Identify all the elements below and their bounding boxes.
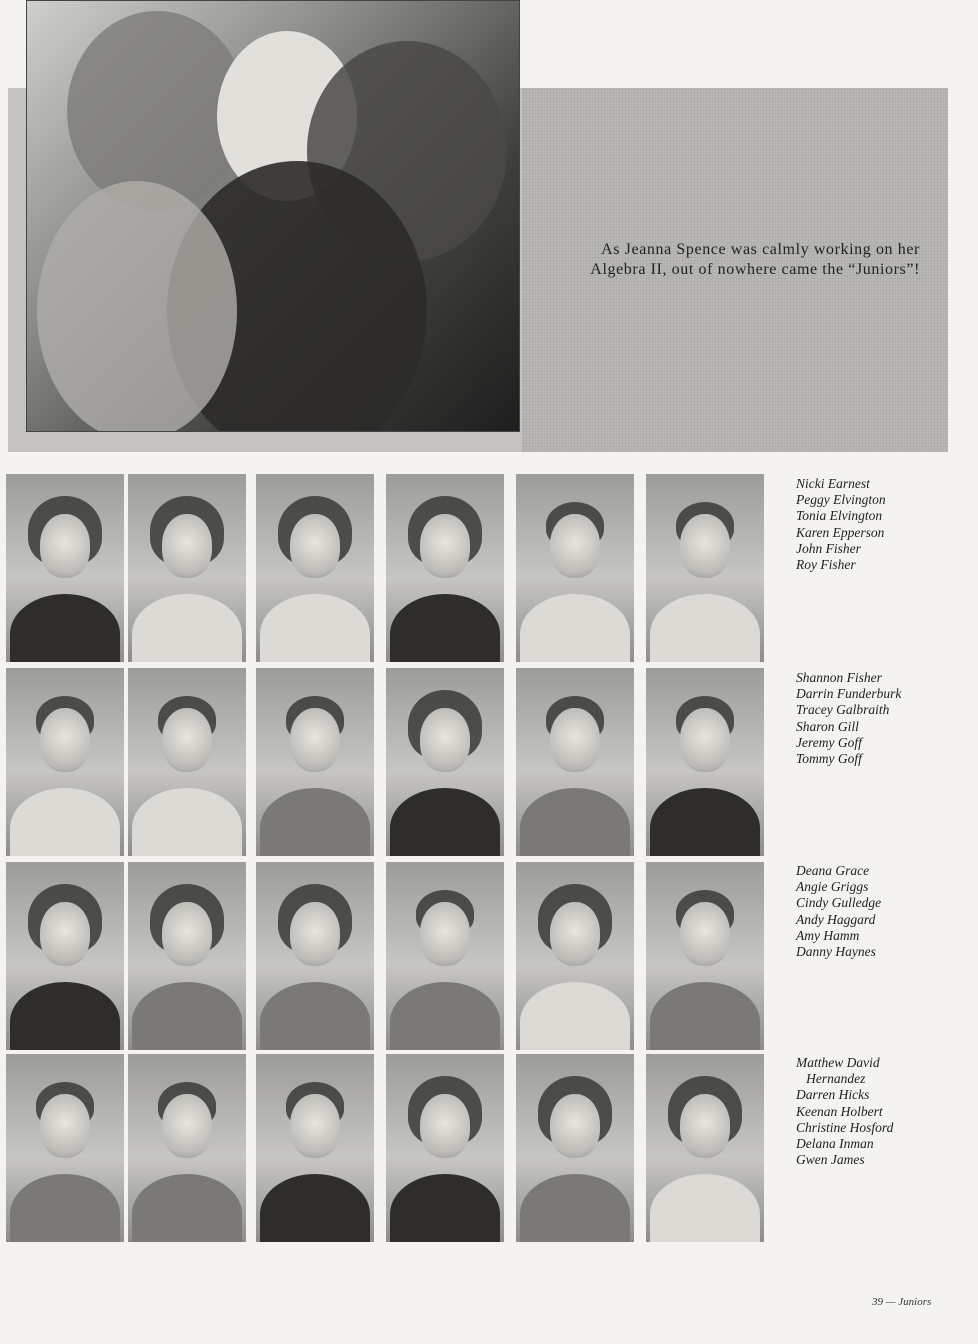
student-name: Danny Haynes <box>796 944 876 960</box>
portrait-head <box>40 514 90 578</box>
student-portrait <box>6 668 124 856</box>
student-name: Sharon Gill <box>796 718 859 734</box>
student-name: Tonia Elvington <box>796 508 883 524</box>
portrait-head <box>162 708 212 772</box>
portrait-head <box>40 902 90 966</box>
student-name: Hernandez <box>796 1071 866 1087</box>
photo-caption <box>540 240 920 280</box>
portrait-shoulders <box>520 594 630 662</box>
student-name: Deana Grace <box>796 863 870 878</box>
student-portrait <box>6 1054 124 1242</box>
student-name: Roy Fisher <box>796 557 856 573</box>
student-portrait <box>128 862 246 1050</box>
student-portrait <box>256 862 374 1050</box>
portrait-head <box>420 708 470 772</box>
portrait-head <box>290 708 340 772</box>
student-name: Jeremy Goff <box>796 734 862 750</box>
student-name: Darrin Funderburk <box>796 686 902 702</box>
portrait-head <box>420 1094 470 1158</box>
portrait-shoulders <box>650 982 760 1050</box>
portrait-head <box>40 708 90 772</box>
student-portrait <box>646 862 764 1050</box>
portrait-shoulders <box>132 788 242 856</box>
student-name: Nicki Earnest <box>796 476 870 491</box>
portrait-shoulders <box>650 788 760 856</box>
student-portrait <box>128 1054 246 1242</box>
student-portrait <box>516 1054 634 1242</box>
student-portrait <box>256 474 374 662</box>
student-portrait <box>386 862 504 1050</box>
portrait-head <box>290 902 340 966</box>
student-name: Delana Inman <box>796 1136 874 1152</box>
name-list-row-1 <box>796 476 976 573</box>
student-name: Tommy Goff <box>796 751 862 767</box>
portrait-head <box>162 902 212 966</box>
portrait-shoulders <box>260 594 370 662</box>
portrait-head <box>550 1094 600 1158</box>
portrait-shoulders <box>390 788 500 856</box>
student-name: Keenan Holbert <box>796 1103 883 1119</box>
portrait-shoulders <box>132 982 242 1050</box>
student-portrait <box>646 474 764 662</box>
portrait-shoulders <box>390 594 500 662</box>
student-name: Gwen James <box>796 1152 865 1168</box>
student-portrait <box>386 668 504 856</box>
portrait-head <box>550 514 600 578</box>
portrait-shoulders <box>520 1174 630 1242</box>
portrait-shoulders <box>390 1174 500 1242</box>
caption-line-1: As Jeanna Spence was calmly working on her <box>601 241 920 258</box>
portrait-shoulders <box>260 1174 370 1242</box>
portrait-shoulders <box>132 594 242 662</box>
student-portrait <box>516 474 634 662</box>
portrait-shoulders <box>132 1174 242 1242</box>
portrait-head <box>420 902 470 966</box>
student-name: Tracey Galbraith <box>796 702 890 718</box>
portrait-shoulders <box>260 788 370 856</box>
page-folio: 39 — Juniors <box>872 1296 932 1308</box>
student-name: Darren Hicks <box>796 1087 870 1103</box>
student-name: Christine Hosford <box>796 1119 894 1135</box>
student-name: Angie Griggs <box>796 879 869 895</box>
student-name: Karen Epperson <box>796 524 885 540</box>
portrait-shoulders <box>650 594 760 662</box>
portrait-shoulders <box>10 594 120 662</box>
name-list-row-4 <box>796 1055 976 1168</box>
student-name: Andy Haggard <box>796 911 876 927</box>
portrait-head <box>680 1094 730 1158</box>
student-portrait <box>6 474 124 662</box>
student-portrait <box>128 474 246 662</box>
portrait-shoulders <box>520 982 630 1050</box>
student-portrait <box>646 1054 764 1242</box>
student-portrait <box>256 1054 374 1242</box>
student-name: Amy Hamm <box>796 927 860 943</box>
portrait-shoulders <box>390 982 500 1050</box>
student-portrait <box>256 668 374 856</box>
student-portrait <box>386 1054 504 1242</box>
caption-line-2: Algebra II, out of nowhere came the “Juniors”! <box>590 261 920 278</box>
portrait-head <box>420 514 470 578</box>
name-list-row-3 <box>796 863 976 960</box>
portrait-head <box>550 708 600 772</box>
portrait-grid <box>0 470 780 1250</box>
portrait-head <box>40 1094 90 1158</box>
student-name: John Fisher <box>796 540 861 556</box>
student-portrait <box>646 668 764 856</box>
portrait-shoulders <box>650 1174 760 1242</box>
student-name: Cindy Gulledge <box>796 895 882 911</box>
student-name: Shannon Fisher <box>796 670 882 685</box>
portrait-shoulders <box>10 788 120 856</box>
name-list-row-2 <box>796 670 976 767</box>
portrait-head <box>680 514 730 578</box>
portrait-head <box>550 902 600 966</box>
portrait-shoulders <box>10 1174 120 1242</box>
portrait-head <box>162 514 212 578</box>
student-name: Peggy Elvington <box>796 492 886 508</box>
portrait-head <box>290 1094 340 1158</box>
student-portrait <box>386 474 504 662</box>
student-portrait <box>6 862 124 1050</box>
student-portrait <box>128 668 246 856</box>
student-portrait <box>516 862 634 1050</box>
portrait-shoulders <box>520 788 630 856</box>
portrait-shoulders <box>260 982 370 1050</box>
student-name: Matthew David <box>796 1055 880 1070</box>
portrait-head <box>680 902 730 966</box>
student-portrait <box>516 668 634 856</box>
portrait-head <box>290 514 340 578</box>
portrait-shoulders <box>10 982 120 1050</box>
candid-photo <box>26 0 520 432</box>
portrait-head <box>680 708 730 772</box>
portrait-head <box>162 1094 212 1158</box>
